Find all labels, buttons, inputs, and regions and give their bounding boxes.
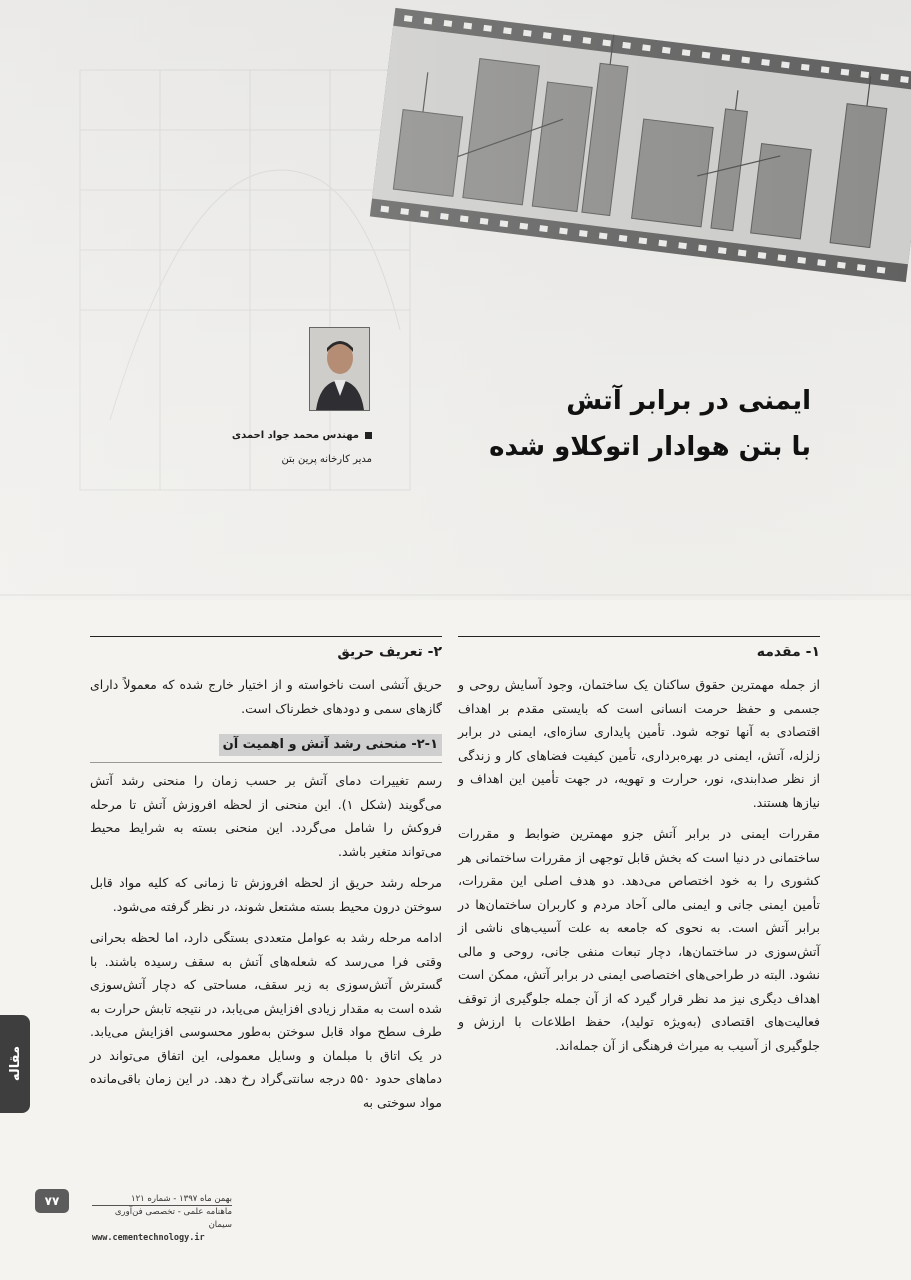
- page-number: ۷۷: [35, 1189, 69, 1213]
- footer-divider: [92, 1205, 232, 1206]
- section-side-tab: [0, 1015, 30, 1113]
- title-line-1: ایمنی در برابر آتش: [566, 386, 811, 416]
- bullet-square-icon: [365, 432, 372, 439]
- column-left: [90, 636, 442, 1122]
- article-title: [391, 378, 811, 470]
- column-right: [458, 636, 820, 1065]
- author-role: مدیر کارخانه پرین بتن: [281, 454, 372, 465]
- header-banner: [0, 0, 911, 600]
- side-tab-label: مقاله: [7, 1046, 23, 1082]
- magazine-name: ماهنامه علمی - تخصصی فن‌آوری سیمان: [114, 1207, 232, 1230]
- subheading-wrap: [90, 728, 442, 762]
- author-name: مهندس محمد جواد احمدی: [200, 424, 372, 448]
- footer: [92, 1193, 232, 1245]
- title-line-2: با بتن هوادار اتوکلاو شده: [489, 432, 811, 462]
- paragraph: مرحله رشد حریق از لحظه افروزش تا زمانی که کلیه مواد قابل سوختن درون محیط بسته مشتعل شوند، در نظر گرفته می‌شود.: [90, 875, 442, 914]
- website-url: www.cementechnology.ir: [92, 1233, 205, 1243]
- section-heading-fire-definition: ۲- تعریف حریق: [90, 636, 442, 663]
- portrait-image: [310, 328, 369, 410]
- paragraph: ادامه مرحله رشد به عوامل متعددی بستگی دارد، اما لحظه بحرانی وقتی فرا می‌رسد که شعله‌های آتش به سقف رسیده باشند. با گسترش آتش‌سوزی به زیر سقف، مساحتی که دچار آتش‌سوزی شده است به مقدار زیادی افزایش می‌یابد، در نتیجه تابش حرارت به طرف سطح مواد قابل سوختن به‌طور محسوسی افزایش می‌یابد. در یک اتاق با مبلمان و وسایل معمولی، این اتفاق می‌تواند در دماهای حدود ۵۵۰ درجه سانتی‌گراد رخ دهد. در این زمان باقی‌مانده مواد سوختی به: [90, 930, 442, 1110]
- author-info: [200, 424, 372, 472]
- divider: [90, 762, 442, 763]
- cement-plant-illustration: [0, 0, 911, 600]
- author-photo: [309, 327, 370, 411]
- paragraph: رسم تغییرات دمای آتش بر حسب زمان را منحنی رشد آتش می‌گویند (شکل ۱). این منحنی از لحظه افروزش آتش تا مرحله فروکش را شامل می‌گردد. این منحنی بسته به شرایط محیط می‌تواند متغیر باشد.: [90, 773, 442, 859]
- section-heading-intro: ۱- مقدمه: [458, 636, 820, 663]
- subheading-fire-growth: ۲-۱- منحنی رشد آتش و اهمیت آن: [219, 734, 442, 756]
- paragraph: از جمله مهمترین حقوق ساکنان یک ساختمان، وجود آسایش روحی و جسمی و حفظ حرمت انسانی است که بایستی مقدم بر اهداف اقتصادی به آنها توجه شود. تأمین پایداری سازه‌ای، ایمنی در برابر زلزله، آتش، ایمنی در بهره‌برداری، تأمین کیفیت فضاهای کار و زندگی از نظر صدابندی، نور، حرارت و تهویه، در جهت تأمین این اهداف و نیازها هستند.: [458, 677, 820, 810]
- issue-info: بهمن ماه ۱۳۹۷ - شماره ۱۲۱: [131, 1194, 232, 1204]
- paragraph: مقررات ایمنی در برابر آتش جزو مهمترین ضوابط و مقررات ساختمانی در دنیا است که بخش قابل توجهی از مقررات ساختمانی هر کشوری را به خود اختصاص می‌دهد. دو هدف اصلی این مقررات، تأمین ایمنی جانی و ایمنی مالی آحاد مردم و کاربران ساختمان‌ها در برابر آتش است. به نحوی که جامعه به علت آسیب‌های ناشی از آتش‌سوزی در ساختمان‌ها، دچار تبعات منفی جانی، روحی و مالی نشود. البته در طراحی‌های اختصاصی ایمنی در برابر آتش، ممکن است اهداف دیگری نیز مد نظر قرار گیرد که از آن جمله جلوگیری از توقف فعالیت‌های اقتصادی (به‌ویژه تولید)، حفظ اطلاعات با ارزش و جلوگیری از آسیب به میراث فرهنگی از آن جمله‌اند.: [458, 826, 820, 1053]
- paragraph: حریق آتشی است ناخواسته و از اختیار خارج شده که معمولاً دارای گازهای سمی و دودهای خطرناک است.: [90, 677, 442, 716]
